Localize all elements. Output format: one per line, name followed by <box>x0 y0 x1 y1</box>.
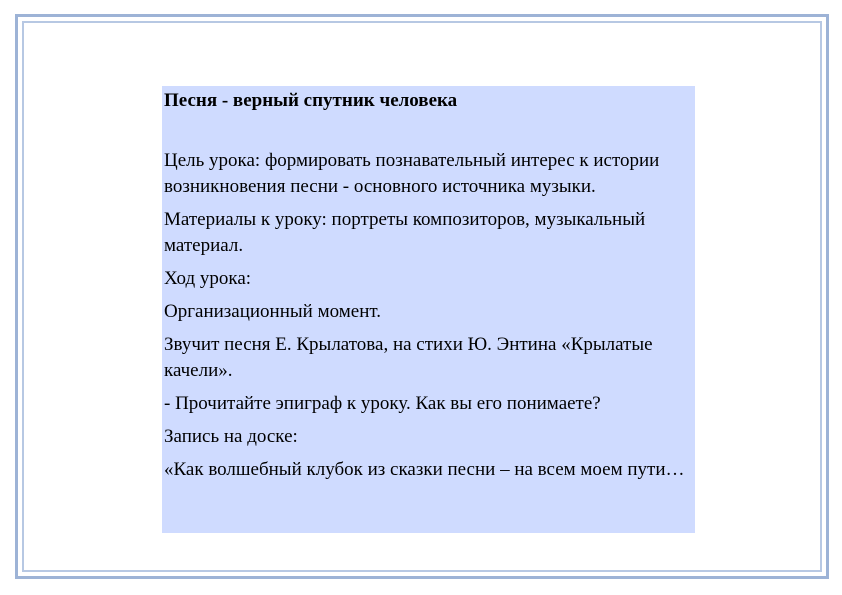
paragraph-materials: Материалы к уроку: портреты композиторов, музыкальный материал. <box>164 209 646 256</box>
paragraph-quote: «Как волшебный клубок из сказки песни – на всем моем пути… <box>164 459 685 480</box>
paragraph-goal: Цель урока: формировать познавательный интерес к истории возникновения песни - основного источника музыки. <box>164 150 660 197</box>
paragraph-song: Звучит песня Е. Крылатова, на стихи Ю. Энтина «Крылатые качели». <box>164 334 653 381</box>
paragraph-lesson-flow: Ход урока: <box>164 268 252 289</box>
paragraph-org-moment: Организационный момент. <box>164 301 381 322</box>
paragraph-board-note: Запись на доске: <box>164 426 298 447</box>
lesson-text-block <box>162 86 695 533</box>
lesson-title: Песня - верный спутник человека <box>164 90 458 111</box>
paragraph-epigraph-question: - Прочитайте эпиграф к уроку. Как вы его понимаете? <box>164 393 601 414</box>
